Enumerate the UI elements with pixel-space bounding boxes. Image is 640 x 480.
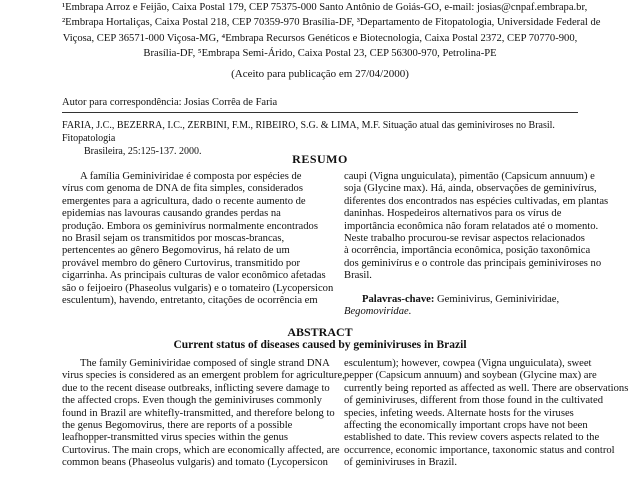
resumo-line: provável membro do gênero Curtovirus, transmitido por: [62, 257, 301, 269]
abstract-line: currently being reported as affected as well. There are observations: [344, 382, 629, 394]
resumo-line: A família Geminiviridae é composta por espécies de: [80, 171, 302, 182]
acceptance-date: (Aceito para publicação em 27/04/2000): [231, 68, 409, 80]
resumo-line: produção. Embora os geminivírus normalmente encontrados: [62, 220, 318, 232]
resumo-line: esculentum), havendo, entretanto, citações de ocorrência em: [62, 294, 318, 306]
resumo-line: caupi (Vigna unguiculata), pimentão (Capsicum annuum) e: [344, 171, 595, 182]
citation-line: FARIA, J.C., BEZERRA, I.C., ZERBINI, F.M., RIBEIRO, S.G. & LIMA, M.F. Situação atual das geminiviroses no Brasil. Fitopatologia: [62, 120, 555, 144]
resumo-line: Neste trabalho procurou-se revisar aspectos relacionados: [344, 232, 585, 244]
abstract-line: Curtovirus. The main crops, which are economically affected, are: [62, 444, 340, 456]
abstract-line: occurrence, economic importance, taxonomic status and control: [344, 444, 615, 456]
resumo-line: cigarrinha. As principais culturas de valor econômico afetadas: [62, 270, 326, 282]
affiliation-line: ²Embrapa Hortaliças, Caixa Postal 218, CEP 70359-970 Brasília-DF, ³Departamento de Fitopatologia, Universidade Federal de: [62, 17, 601, 29]
keywords-list-cont: Begomoviridae.: [344, 306, 412, 318]
abstract-line: affecting the economically important crops have not been: [344, 419, 588, 431]
abstract-line: common beans (Phaseolus vulgaris) and tomato (Lycopersicon: [62, 457, 328, 469]
affiliation-line: ¹Embrapa Arroz e Feijão, Caixa Postal 179, CEP 75375-000 Santo Antônio de Goiás-GO, e-mail: josias@cnpaf.embrapa.br,: [62, 2, 588, 13]
resumo-line: pertencentes ao gênero Begomovirus, há relato de um: [62, 245, 290, 257]
abstract-line: species, infeting weeds. Alternate hosts for the viruses: [344, 407, 574, 419]
resumo-line: são o feijoeiro (Phaseolus vulgaris) e o tomateiro (Lycopersicon: [62, 282, 334, 294]
abstract-line: pepper (Capsicum annuum) and soybean (Glycine max) are: [344, 370, 597, 382]
abstract-left-column: [62, 358, 345, 470]
resumo-line: importância econômica não foram relatados até o momento.: [344, 220, 599, 232]
affiliation-line: Viçosa, CEP 36571-000 Viçosa-MG, ⁴Embrapa Recursos Genéticos e Biotecnologia, Caixa Postal 2372, CEP 70770-900,: [62, 32, 578, 44]
abstract-line: the affected crops. Even though the geminiviruses commonly: [62, 395, 322, 407]
resumo-line: diferentes dos encontrados nas espécies cultivadas, em plantas: [344, 195, 609, 207]
resumo-line: epidemias nas lavouras causando grandes perdas na: [62, 208, 281, 220]
resumo-line: daninhas. Hospedeiros alternativos para os vírus de: [344, 208, 562, 220]
abstract-line: of geminiviruses, different from those found in the cultivated: [344, 395, 603, 407]
resumo-line: no Brasil sejam os transmitidos por moscas-brancas,: [62, 232, 285, 244]
keywords: [344, 294, 582, 319]
abstract-line: found in Brazil are whitefly-transmitted, and therefore belong to: [62, 407, 335, 419]
resumo-line: soja (Glycine max). Há, ainda, observações de geminivírus,: [344, 183, 597, 195]
resumo-line: dos geminivírus e o controle das principais geminiviroses no: [344, 257, 602, 269]
keywords-list: Geminivirus, Geminiviridae,: [437, 294, 560, 305]
keywords-label: Palavras-chave:: [362, 294, 435, 305]
abstract-line: established to date. This review covers aspects related to the: [344, 432, 600, 444]
abstract-line: leafhopper-transmitted virus species within the genus: [62, 432, 289, 444]
resumo-line: Brasil.: [344, 270, 372, 282]
abstract-line: due to the recent disease outbreaks, inflicting severe damage to: [62, 382, 330, 394]
corresponding-author: Autor para correspondência: Josias Corrêa de Faria: [62, 97, 278, 108]
resumo-left-column: [62, 171, 334, 307]
abstract-line: virus species is considered as an emergent problem for agriculture,: [62, 370, 345, 382]
resumo-heading: RESUMO: [292, 152, 348, 166]
affiliation-line: Brasília-DF, ⁵Embrapa Semi-Árido, Caixa Postal 23, CEP 56300-970, Petrolina-PE: [143, 47, 497, 59]
abstract-line: the genus Begomovirus, there are reports of a possible: [62, 419, 293, 431]
affiliations: [62, 0, 601, 61]
english-title: Current status of diseases caused by geminiviruses in Brazil: [173, 339, 467, 351]
divider: [62, 112, 578, 113]
resumo-right-column: [344, 171, 609, 283]
resumo-line: vírus com genoma de DNA de fita simples, considerados: [62, 183, 303, 195]
abstract-line: of geminiviruses in Brazil.: [344, 457, 457, 469]
resumo-line: emergentes para a agricultura, dado o recente aumento de: [62, 195, 306, 207]
citation-line: Brasileira, 25:125-137. 2000.: [84, 146, 202, 157]
abstract-heading: ABSTRACT: [287, 325, 353, 339]
resumo-line: à ocorrência, importância econômica, posição taxonômica: [344, 245, 591, 257]
abstract-right-column: [344, 358, 629, 470]
abstract-line: esculentum); however, cowpea (Vigna unguiculata), sweet: [344, 358, 592, 369]
abstract-line: The family Geminiviridae composed of single strand DNA: [80, 358, 330, 369]
